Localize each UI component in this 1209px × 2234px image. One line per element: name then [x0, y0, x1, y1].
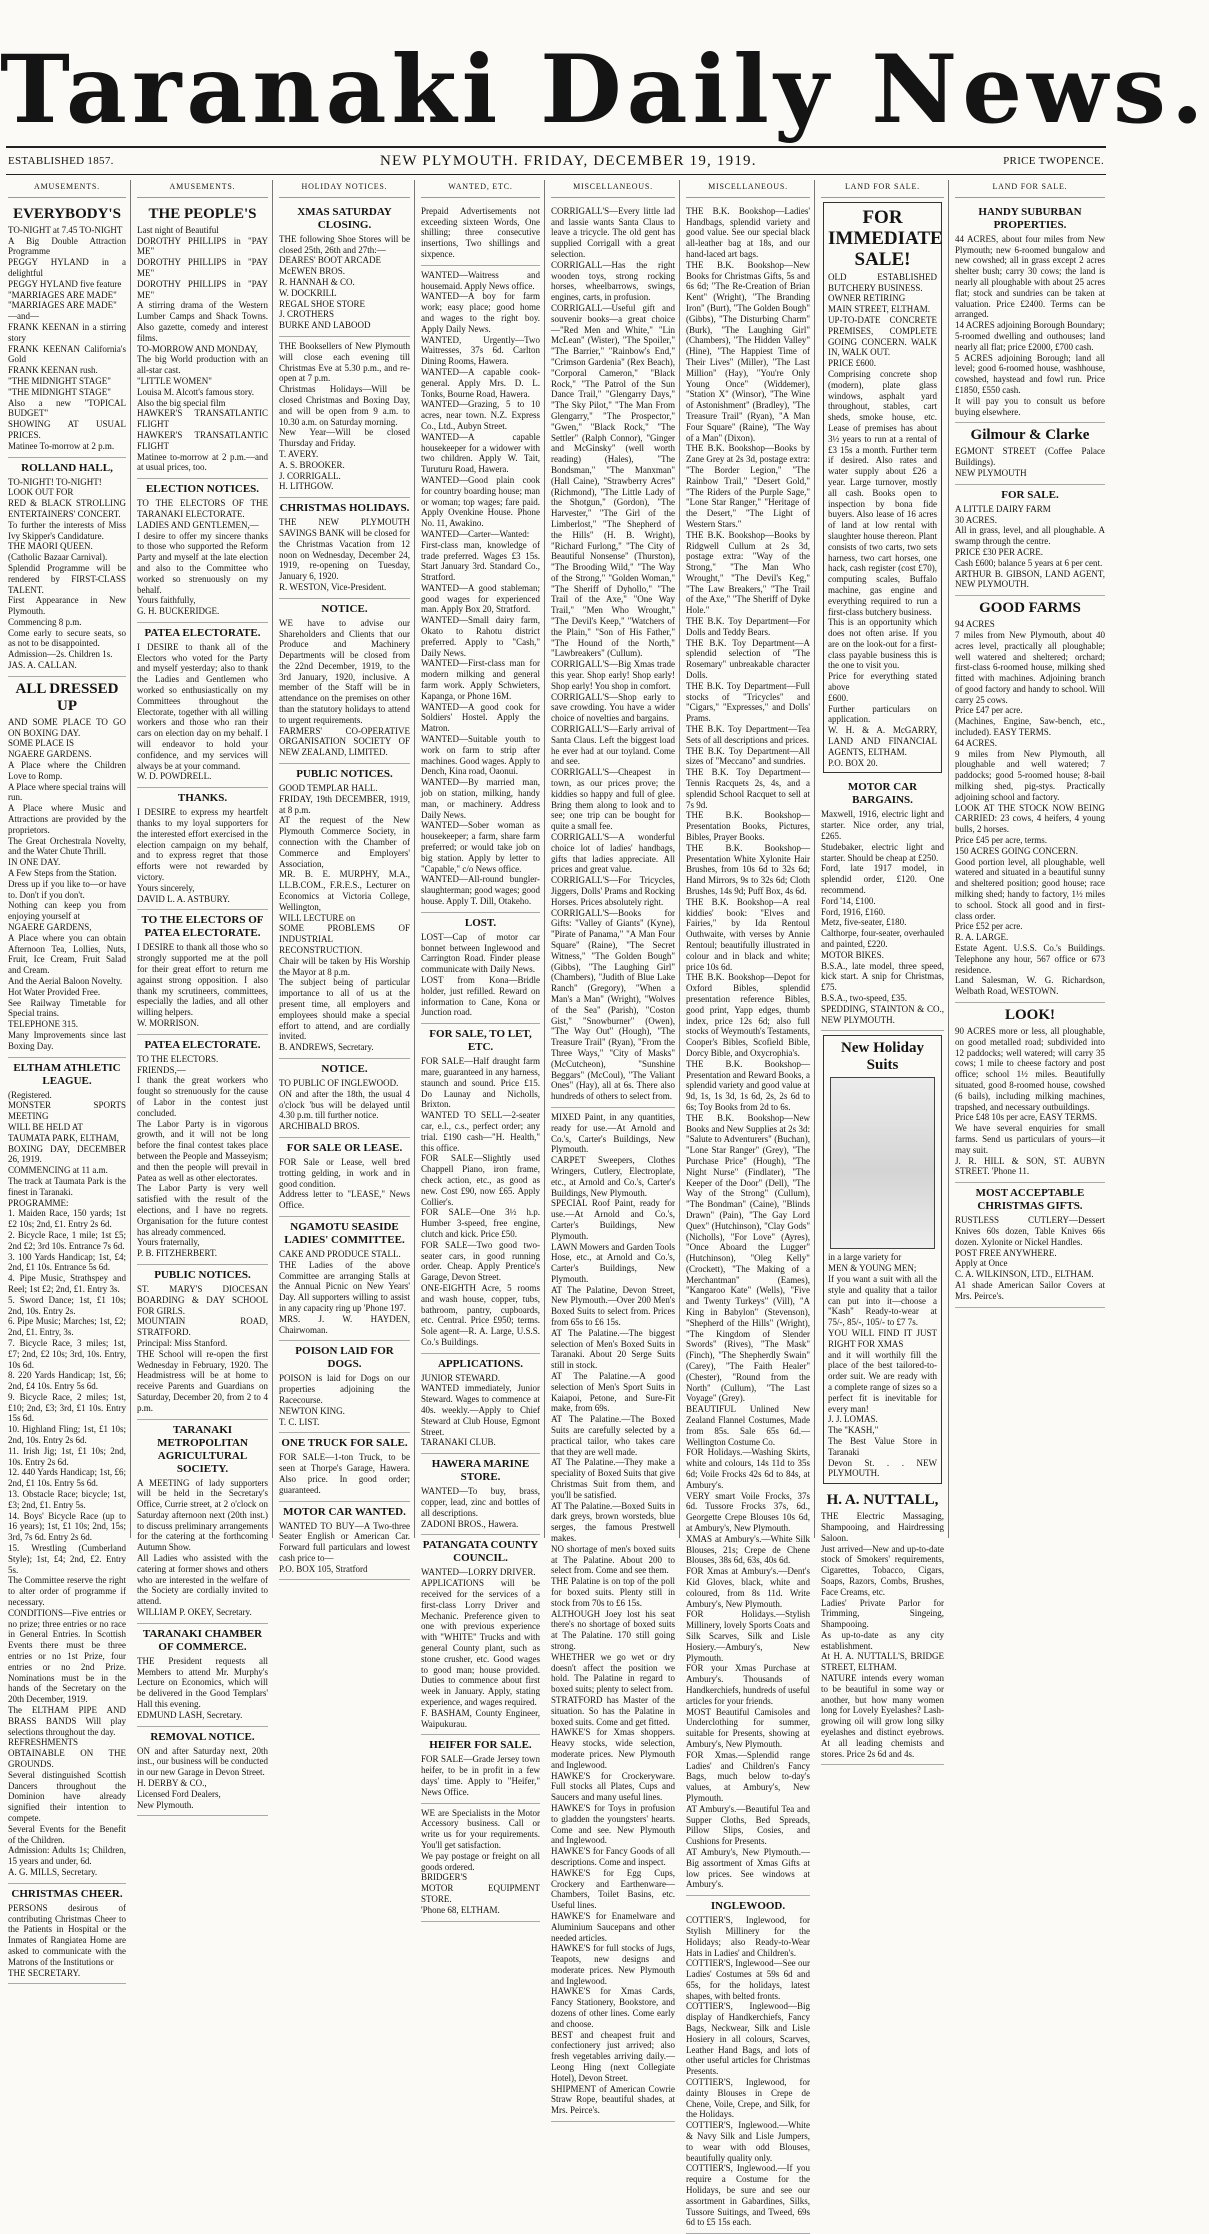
- advertisement: [421, 202, 540, 266]
- masthead-rule: [6, 146, 1106, 148]
- ad-body: ON and after Saturday next, 20th inst., our business will be conducted in our new Garage in Devon Street. H. DERBY & CO., Licensed Ford Dealers, New Plymouth.: [137, 1745, 268, 1810]
- column-heading: HOLIDAY NOTICES.: [279, 180, 410, 198]
- ad-title: TARANAKI METROPOLITAN AGRICULTURAL SOCIETY.: [157, 1423, 248, 1475]
- advertisement: [955, 1183, 1105, 1307]
- ad-body: FOR SALE—Half draught farm mare, guaranteed in any harness, staunch and sound. Price £15. Do Launay and Nicholls, Brixton. WANTED TO SELL—2-seater car, e.l., c.s., perfect order; any trial. £190 cash—"H. Health," this office. FOR SALE—Slightly used Chappell Piano, iron frame, check action, etc., as good as new. Cost £90, now £65. Apply Collier's. FOR SALE—One 3½ h.p. Humber 3-speed, free engine, clutch and kick. Price £50. FOR SALE—Two good two-seater cars, in good running order. Cheap. Apply Prentice's Garage, Devon Street. ONE-EIGHTH Acre, 5 rooms and wash house, copper, tubs, bathroom, pantry, cupboards, etc. Central. Price £950; terms. Sole agent—R. A. Large, U.S.S. Co.'s Buildings.: [421, 1056, 540, 1347]
- advertisement: [137, 1624, 268, 1727]
- column-4: [417, 180, 545, 1915]
- ad-body: Prepaid Advertisements not exceeding sixteen Words, One shilling; three consecutive insertions, Two shillings and sixpence.: [421, 205, 540, 259]
- ad-title: H. A. NUTTALL,: [826, 1492, 939, 1509]
- ad-title: PATEA ELECTORATE.: [144, 626, 261, 639]
- ad-body: THE NEW PLYMOUTH SAVINGS BANK will be closed for the Christmas Vacation from 12 noon on Wednesday, December 24, 1919, re-opening on Tuesday, January 6, 1920. R. WESTON, Vice-President.: [279, 517, 410, 592]
- ad-body: POISON is laid for Dogs on our properties adjoining the Racecourse. NEWTON KING. T. C. LIST.: [279, 1373, 410, 1427]
- ad-title: PUBLIC NOTICES.: [154, 1268, 251, 1281]
- ad-body: COTTIER'S, Inglewood, for Stylish Millinery for the Holidays; also Ready-to-Wear Hats in Ladies' and Children's. COTTIER'S, Inglewood—See our Ladies' Costumes at 59s 6d and 65s, for the holidays, latest shapes, with belted fronts. COTTIER'S, Inglewood—Big display of Handkerchiefs, Fancy Bags, Neckwear, Silk and Lisle Hosiery in all colours, Scarves, Leather Hand Bags, and lots of other useful articles for Christmas Presents. COTTIER'S, Inglewood, for dainty Blouses in Crepe de Chene, Voile, Crepe, and Silk, for the Holidays. COTTIER'S, Inglewood.—White & Navy Silk and Lisle Jumpers, to wear with odd Blouses, beautifully quality only. COTTIER'S, Inglewood.—If you require a Costume for the Holidays, be sure and see our assortment in Gabardines, Silks, Tussore Suitings, and Tweed, 69s 6d to £5 15s each.: [686, 1915, 810, 2228]
- advertisement: [279, 1059, 410, 1138]
- ad-body: WE are Specialists in the Motor Accessory business. Call or write us for your requirements. You'll get satisfaction. We pay postage or freight on all goods ordered. BRIDGER'S MOTOR EQUIPMENT STORE. 'Phone 68, ELTHAM.: [421, 1807, 540, 1915]
- advertisement: [686, 202, 810, 1896]
- ad-body: WANTED TO BUY—A Two-three Seater English or American Car. Forward full particulars and lowest cash price to— P.O. BOX 105, Stratford: [279, 1520, 410, 1574]
- advertisement: [8, 1058, 126, 1884]
- ad-body: LOST—Cap of motor car bonnet between Inglewood and Carrington Road. Finder please communicate with Daily News. LOST from Kona—Bridle holder, just refilled. Reward on information to Cane, Kona or Junction road.: [421, 931, 540, 1018]
- price-text: PRICE TWOPENCE.: [1003, 155, 1104, 167]
- ad-body: WE have to advise our Shareholders and Clients that our Produce and Machinery Departments will be closed from the 22nd December, 1919, to the 3rd January, 1920, inclusive. A member of the Staff will be in attendance on the premises on other than the statutory holidays to attend to urgent requirements. FARMERS' CO-OPERATIVE ORGANISATION SOCIETY OF NEW ZEALAND, LIMITED.: [279, 617, 410, 758]
- ad-title: FOR SALE, TO LET, ETC.: [429, 1028, 532, 1054]
- ad-body: I DESIRE to thank all of the Electors who voted for the Party and myself yesterday; also to thank the Ladies and Gentlemen who worked so enthusiastically on my Committees throughout the Electorate, together with all willing workers and those who ran their cars on election day on my behalf. I will endeavor to hold your confidence, and my services will always be at your command. W. D. POWDRELL.: [137, 641, 268, 782]
- ad-body: WANTED—Waitress and housemaid. Apply News office. WANTED—A boy for farm work; easy place; good home and wages to the right boy. Apply Daily News. WANTED, Urgently—Two Waitresses, 37s 6d. Carlton Dining Rooms, Hawera. WANTED—A capable cook-general. Apply Mrs. D. L. Tonks, Bourne Road, Hawera. WANTED—Grazing, 5 to 10 acres, near town. N.Z. Express Co., Ltd., Aubyn Street. WANTED—A capable housekeeper for a widower with two children. Apply W. Tait, Turuturu Road, Hawera. WANTED—Good plain cook for country boarding house; man or woman; top wages; fare paid. Apply Ovenkine House. Phone No. 11, Awakino. WANTED—Carter—Wanted: First-class man, knowledge of trade preferred. Wages £3 15s. Start January 3rd. Standard Co., Stratford. WANTED—A good stableman; good wages for experienced man. Apply Box 20, Stratford. WANTED—Small dairy farm, Okato to Rahotu district preferred. Apply to "Cash," Daily News. WANTED—First-class man for modern milking and general farm work. Apply Schwieters, Kapanga, or Phone 16M. WANTED—A good cook for Soldiers' Hostel. Apply the Matron. WANTED—Suitable youth to work on farm to strip after machines. Good wages. Apply to Dench, Kina road, Oaonui. WANTED—By married man, job on station, milking, handy man, or machinery. Address Daily News. WANTED—Sober woman as housekeeper; a farm, share farm preferred; or would take job on big station. Apply by letter to "Capable," c/o News office. WANTED—All-round bungler-slaughterman; good wages; good house. Apply T. Dill, Otakeho.: [421, 269, 540, 906]
- ad-body: A MEETING of lady supporters will be held in the Secretary's Office, Currie street, at 2 o'clock on Saturday afternoon next (20th inst.) to discuss preliminary arrangements for the catering at the forthcoming Autumn Show. All Ladies who assisted with the catering at former shows and others who are interested in the welfare of the Society are cordially invited to attend. WILLIAM P. OKEY, Secretary.: [137, 1477, 268, 1618]
- advertisement: [955, 485, 1105, 596]
- ad-body: GOOD TEMPLAR HALL. FRIDAY, 19th DECEMBER, 1919, at 8 p.m. AT the request of the New Plymouth Commerce Society, in connection with the Chamber of Commerce and Employers' Association, MR. B. E. MURPHY, M.A., LL.B.COM., F.R.E.S., Lecturer on Economics at Victoria College, Wellington, WILL LECTURE on SOME PROBLEMS OF INDUSTRIAL RECONSTRUCTION. Chair will be taken by His Worship the Mayor at 8 p.m. The subject being of particular importance to all of us at the present time, all employers and employees should make a special effort to attend, and are cordially invited. B. ANDREWS, Secretary.: [279, 783, 410, 1053]
- ad-body: RUSTLESS CUTLERY—Dessert Knives 60s dozen, Table Knives 66s dozen. Xylonite or Nickel Handles. POST FREE ANYWHERE. Apply at Once C. A. WILKINSON, LTD., ELTHAM. A1 shade American Sailor Covers at Mrs. Peirce's.: [955, 1215, 1105, 1301]
- ad-title: Gilmour & Clarke: [970, 427, 1090, 444]
- advertisement: [279, 1217, 410, 1341]
- advertisement: [821, 777, 944, 1031]
- ad-body: FOR SALE—Grade Jersey town heifer, to be in profit in a few days' time. Apply to "Heifer," News Office.: [421, 1754, 540, 1797]
- advertisement: [137, 788, 268, 910]
- masthead-title: Taranaki Daily News.: [0, 35, 1209, 145]
- ad-title: HANDY SUBURBAN PROPERTIES.: [978, 205, 1082, 231]
- advertisement: [955, 423, 1105, 484]
- advertisement: [279, 764, 410, 1059]
- advertisement: [137, 479, 268, 623]
- advertisement: [955, 596, 1105, 1003]
- advertisement: [821, 1488, 944, 1765]
- ad-title: HEIFER FOR SALE.: [429, 1739, 532, 1752]
- ad-title: PATEA ELECTORATE.: [144, 1038, 261, 1051]
- advertisement: [279, 599, 410, 764]
- column-heading: WANTED, ETC.: [421, 180, 540, 198]
- ad-title: NGAMOTU SEASIDE LADIES' COMMITTEE.: [284, 1220, 405, 1246]
- advertisement: [421, 1354, 540, 1455]
- column-7: [817, 180, 949, 1759]
- ad-body: TO THE ELECTORS OF THE TARANAKI ELECTORATE. LADIES AND GENTLEMEN,— I desire to offer my sincere thanks to those who supported the Reform Party and myself at the late election and also to the Committee who worked so strenuously on my behalf. Yours faithfully, G. H. BUCKERIDGE.: [137, 498, 268, 617]
- ad-body: TO-NIGHT at 7.45 TO-NIGHT A Big Double Attraction Programme PEGGY HYLAND in a delightful PEGGY HYLAND five feature "MARRIAGES ARE MADE" "MARRIAGES ARE MADE" —and— FRANK KEENAN in a stirring story FRANK KEENAN California's Gold FRANK KEENAN rush. "THE MIDNIGHT STAGE" "THE MIDNIGHT STAGE" Also a new "TOPICAL BUDGET" SHOWING AT USUAL PRICES. Matinee To-morrow at 2 p.m.: [8, 224, 126, 451]
- advertisement: [421, 1804, 540, 1922]
- column-3: [275, 180, 415, 1574]
- column-heading: LAND FOR SALE.: [821, 180, 944, 198]
- advertisement: [823, 1035, 942, 1484]
- ad-body: CAKE AND PRODUCE STALL. THE Ladies of the above Committee are arranging Stalls at the Annual Picnic on New Years' Day. All supporters willing to assist in any capacity ring up 'Phone 197. MRS. J. W. HAYDEN, Chairwoman.: [279, 1248, 410, 1335]
- ad-title: ELTHAM ATHLETIC LEAGUE.: [13, 1061, 121, 1087]
- advertisement: [279, 1433, 410, 1501]
- column-5: [547, 180, 680, 2116]
- ad-body: Maxwell, 1916, electric light and starter. Nice order, any trial, £265. Studebaker, electric light and starter. Should be cheap at £250. Ford, late 1917 model, in splendid order, £120. One recommend. Ford '14, £100. Ford, 1916, £160. Metz, five-seater, £180. Calthorpe, four-seater, overhauled and painted, £220. MOTOR BIKES. B.S.A., late model, three speed, kick start. A snip for Christmas, £75. B.S.A., two-speed, £35. SPEDDING, STAINTON & CO., NEW PLYMOUTH.: [821, 809, 944, 1025]
- ad-title: FOR SALE.: [1001, 488, 1059, 501]
- advertisement: [279, 498, 410, 599]
- ad-title: New Holiday Suits: [841, 1040, 924, 1074]
- ad-body: MIXED Paint, in any quantities, ready for use.—At Arnold and Co.'s, Carter's Buildings, New Plymouth. CARPET Sweepers, Clothes Wringers, Cutlery, Electroplate, etc., at Arnold and Co.'s, Carter's Buildings, New Plymouth. SPECIAL Roof Paint, ready for use.—At Arnold and Co.'s, Carter's Buildings, New Plymouth. LAWN Mowers and Garden Tools Hose, etc., at Arnold and Co.'s, Carter's Buildings, New Plymouth. AT The Palatine, Devon Street, New Plymouth.—Over 200 Men's Boxed Suits to select from. Prices from 65s to £6 15s. AT The Palatine.—The biggest selection of Men's Boxed Suits in Taranaki. About 20 Serge Suits still in stock. AT The Palatine.—A good selection of Men's Sport Suits in Kaiapoi, Petone, and Sure-Fit make, from 69s. AT The Palatine.—The Boxed Suits are carefully selected by a practical tailor, who takes care that they are well made. AT The Palatine.—They make a speciality of Boxed Suits that give Christmas Suit from them, and you'll be satisfied. AT The Palatine.—Boxed Suits in dark greys, brown worsteds, blue serges, the famous Prestwell makes. NO shortage of men's boxed suits at The Palatine. About 200 to select from. Come and see them. THE Palatine is on top of the poll for boxed suits. Plenty still in stock from 70s to £6 15s. ALTHOUGH Joey lost his seat there's no shortage of boxed suits at The Palatine. 170 still going strong. WHETHER we go wet or dry doesn't affect the position we hold. The Palatine in regard to boxed suits; plenty to select from. STRATFORD has Master of the situation. So has the Palatine in boxed suits. Come and get fitted. HAWKE'S for Xmas shoppers. Heavy stocks, wide selection, moderate prices. New Plymouth and Inglewood. HAWKE'S for Crockeryware. Full stocks all Plates, Cups and Saucers and many useful lines. HAWKE'S for Toys in profusion to gladden the youngsters' hearts. Come and see. New Plymouth and Inglewood. HAWKE'S for Fancy Goods of all descriptions. Come and inspect. HAWKE'S for Egg Cups, Crockery and Earthenware—Chambers, Toilet Basins, etc. Useful lines. HAWKE'S for Enamelware and Aluminium Saucepans and other needed articles. HAWKE'S for full stocks of Jugs, Teapots, new designs and moderate prices. New Plymouth and Inglewood. HAWKE'S for Xmas Cards, Fancy Stationery, Bookstore, and dozens of other lines. Come early and choose. BEST and cheapest fruit and confectionery just arrived; also fresh vegetables arriving daily.—Leong Hing (next Collegiate Hotel), Devon Street. SHIPMENT of American Cowrie Straw Rope, beautiful shades, at Mrs. Peirce's.: [551, 1111, 675, 2116]
- ad-title: PUBLIC NOTICES.: [296, 768, 393, 781]
- ad-title: ELECTION NOTICES.: [145, 483, 260, 496]
- ad-body: I DESIRE to express my heartfelt thanks to my loyal supporters for the interested effort exercised in the election campaign on my behalf, and to express regret that those efforts were not rewarded by victory. Yours sincerely, DAVID L. A. ASTBURY.: [137, 807, 268, 904]
- column-8: [951, 180, 1109, 1538]
- ad-body: ST. MARY'S DIOCESAN BOARDING & DAY SCHOOL FOR GIRLS. MOUNTAIN ROAD, STRATFORD. Principal: Miss Stanford. THE School will re-open the first Wednesday in February, 1920. The Headmistress will be at home to receive Parents and Guardians on Saturday, December 20, from 2 to 4 p.m.: [137, 1283, 268, 1413]
- column-heading: MISCELLANEOUS.: [686, 180, 810, 198]
- ad-title: REMOVAL NOTICE.: [150, 1730, 255, 1743]
- advertisement: [955, 1003, 1105, 1183]
- advertisement: [137, 1727, 268, 1817]
- ad-body: THE Electric Massaging, Shampooing, and Hairdressing Saloon. Just arrived—New and up-to-date stock of Smokers' requirements, Cigarettes, Tobacco, Cigars, Soaps, Razors, Combs, Brushes, Face Creams, etc. Ladies' Private Parlor for Trimming, Singeing, Shampooing. As up-to-date as any city establishment. At H. A. NUTTALL'S, BRIDGE STREET, ELTHAM. NATURE intends every woman to be beautiful in some way or another, but how many women long for Lovely Eyelashes? Lash-growing oil will grow long silky eyelashes and distinct eyebrows. At all leading chemists and stores. Price 2s 6d and 4s.: [821, 1511, 944, 1759]
- advertisement: [686, 1896, 810, 2234]
- ad-title: PATANGATA COUNTY COUNCIL.: [422, 1539, 539, 1565]
- advertisement: [279, 1341, 410, 1433]
- ad-body: THE following Shoe Stores will be closed 25th, 26th and 27th:— DEARES' BOOT ARCADE McEWEN BROS. R. HANNAH & CO. W. DOCKRILL REGAL SHOE STORE J. CROTHERS BURKE AND LABOOD: [279, 233, 410, 331]
- ad-title: MOTOR CAR WANTED.: [283, 1505, 406, 1518]
- advertisement: [137, 202, 268, 479]
- advertisement: [421, 1735, 540, 1803]
- ad-title: POISON LAID FOR DOGS.: [295, 1345, 394, 1371]
- ad-title: MOTOR CAR BARGAINS.: [847, 781, 918, 807]
- ad-title: TARANAKI CHAMBER OF COMMERCE.: [142, 1627, 263, 1653]
- advertisement: [421, 1454, 540, 1535]
- dateline-rule: [6, 174, 1106, 175]
- ad-title: ROLLAND HALL,: [21, 461, 113, 474]
- advertisement: [8, 458, 126, 677]
- ad-body: 44 ACRES, about four miles from New Plymouth; new 6-roomed bungalow and new cowshed; all in grass except 2 acres shelter bush; carry 30 cows; the land is nearly all ploughable with about 25 acres flat; stock and sundries can be taken at valuation. Price £2400. Terms can be arranged. 14 ACRES adjoining Borough Boundary; 5-roomed dwelling and outhouses; land nearly all flat; price £2000, £700 cash. 5 ACRES adjoining Borough; land all level; good 6-roomed house, washhouse, cowshed, haystead and fowl run. Price £1850, £550 cash. It will pay you to consult us before buying elsewhere.: [955, 233, 1106, 417]
- advertisement: [137, 1265, 268, 1420]
- advertisement: [137, 1035, 268, 1265]
- ad-title: HAWERA MARINE STORE.: [431, 1458, 530, 1484]
- ad-body: THE President requests all Members to attend Mr. Murphy's Lecture on Economics, which will be delivered in the Good Templars' Hall this evening. EDMUND LASH, Secretary.: [137, 1655, 268, 1720]
- suit-illustration: [830, 1077, 935, 1249]
- advertisement: [551, 1108, 675, 2122]
- ad-title: CHRISTMAS HOLIDAYS.: [279, 502, 410, 515]
- column-heading: LAND FOR SALE.: [955, 180, 1105, 198]
- ad-title: ONE TRUCK FOR SALE.: [281, 1437, 408, 1450]
- ad-body: 94 ACRES 7 miles from New Plymouth, about 40 acres level, practically all ploughable; well watered and sheltered; orchard; first-class 6-roomed house, milking shed fitted with machines. Adjoining branch of good factory and handy to school. Will carry 25 cows. Price £47 per acre. (Machines, Engine, Saw-bench, etc., included). EASY TERMS. 64 ACRES. 9 miles from New Plymouth, all ploughable and well watered; 7 paddocks; good 5-roomed house; 8-bail milking shed, pig-stys. Practically adjoining school and factory. LOOK AT THE STOCK NOW BEING CARRIED: 23 cows, 4 heifers, 4 young bulls, 2 horses. Price £45 per acre, terms. 150 ACRES GOING CONCERN. Good portion level, all ploughable, well watered and situated in a beautiful sunny and sheltered position; good house; race milking shed; handy to factory, 1½ miles to school. Stock all good and in first-class order. Price £52 per acre. R. A. LARGE. Estate Agent. U.S.S. Co.'s Buildings. Telephone any hour, 567 office or 673 residence. Land Salesman, W. G. Richardson, Welbath Road, WESTOWN.: [955, 619, 1105, 997]
- ad-title: EVERYBODY'S: [13, 205, 121, 222]
- advertisement: [421, 1535, 540, 1735]
- established-text: ESTABLISHED 1857.: [8, 155, 114, 167]
- ad-body: THE Booksellers of New Plymouth will close each evening till Christmas Eve at 5.30 p.m., and re-open at 7 p.m. Christmas Holidays—Will be closed Christmas and Boxing Day, and will be open from 9 a.m. to 10.30 a.m. on Saturday morning. New Year—Will be closed Thursday and Friday. T. AVERY. A. S. BROOKER. J. CORRIGALL. H. LITHGOW.: [279, 340, 410, 492]
- ad-title: GOOD FARMS: [979, 600, 1081, 617]
- ad-title: TO THE ELECTORS OF PATEA ELECTORATE.: [141, 914, 264, 940]
- ad-body: in a large variety for MEN & YOUNG MEN; If you want a suit with all the style and quality that a tailor can put into it—choose a "Kash" Ready-to-wear at 75/-, 85/-, 105/- to £7 7s. YOU WILL FIND IT JUST RIGHT FOR XMAS and it will worthily fill the place of the best tailored-to-order suit. We are ready with a complete range of sizes so a perfect fit is inevitable for every man! J. J. LOMAS. The "KASH," The Best Value Store in Taranaki Devon St. . . NEW PLYMOUTH.: [828, 1252, 937, 1479]
- advertisement: [421, 913, 540, 1024]
- advertisement: [8, 677, 126, 1058]
- column-heading: AMUSEMENTS.: [8, 180, 126, 198]
- ad-body: TO-NIGHT! TO-NIGHT! LOOK OUT FOR RED & BLACK STROLLING ENTERTAINERS' CONCERT. To further the interests of Miss Ivy Skipper's Candidature. THE MAORI QUEEN. (Catholic Bazaar Carnival). Splendid Programme will be rendered by FIRST-CLASS TALENT. First Appearance in New Plymouth. Commencing 8 p.m. Come early to secure seats, so as not to be disappointed. Admission—2s. Children 1s. JAS. A. CALLAN.: [8, 476, 126, 671]
- ad-title: XMAS SATURDAY CLOSING.: [297, 205, 392, 231]
- ad-body: THE B.K. Bookshop—Ladies' Handbags, splendid variety and good value. See our special black all-leather bag at 18s, and our hand-laced art bags. THE B.K. Bookshop—New Books for Christmas Gifts, 5s and 6s 6d; "The Re-Creation of Brian Kent" (Wright), "The Branding Iron" (Burt), "The Golden Bough" (Gibbs), "The Disturbing Charm" (Burk), "The Laughing Girl" (Chambers), "The Hidden Valley" (Hine), "The Happiest Time of Their Lives" (Miller), "The Last Million" (Hay), "You're Only Young Once" (Widdemer), "Station X" (Winsor), "The Wine of Astonishment" (Bradley), "The Treasure Trail" (Ryan), "A Man Four Square" (Raine), "The Way of a Man" (Dixon). THE B.K. Bookshop—Books by Zane Grey at 2s 3d, postage extra: "The Border Legion," "The Rainbow Trail," "Desert Gold," "The Riders of the Purple Sage," "Lone Star Ranger," "Heritage of the Desert," "The Light of Western Stars." THE B.K. Bookshop—Books by Ridgwell Cullum at 2s 3d, postage extra: "Way of the Strong," "The Man Who Wrought," "The Devil's Keg," "The Law Breakers," "The Trail of the Axe," "The Sheriff of Dyke Hole." THE B.K. Toy Department—For Dolls and Teddy Bears. THE B.K. Toy Department—A splendid selection of "The Rosemary" unbreakable character Dolls. THE B.K. Toy Department—Full stocks of "Tricycles" and "Cigars," "Expresses," and Dolls' Prams. THE B.K. Toy Department—Tea Sets of all descriptions and prices. THE B.K. Toy Department—All sizes of "Meccano" and sundries. THE B.K. Toy Department—Tennis Racquets 2s, 4s, and a splendid School Racquet to sell at 7s 9d. THE B.K. Bookshop—Presentation Books, Pictures, Bibles, Prayer Books. THE B.K. Bookshop—Presentation White Xylonite Hair Brushes, from 10s 6d to 32s 6d; Hand Mirrors, 9s to 32s 6d; Cloth Brushes, 14s 9d; Puff Box, 4s 6d. THE B.K. Bookshop—A real kiddies' book: "Elves and Fairies," by Ida Rentoul Outhwaite, with verses by Annie Rentoul; beautifully illustrated in colour and in black and white; price 10s 6d. THE B.K. Bookshop—Depot for Oxford Bibles, splendid presentation reference Bibles, good print, Yapp edges, thumb index, price 12s 6d; also full stocks of Weymouth's Testaments, Cooper's Bibles, Scofield Bible, Dorcy Bible, and Oxycrophia's. THE B.K. Bookshop—Presentation and Reward Books, a splendid variety and good value at 9d, 1s, 1s 3d, 1s 6d, 2s, 2s 6d to 6s; Toy Books from 2d to 6s. THE B.K. Bookshop—New Books and New Supplies at 2s 3d: "Salute to Adventurers" (Buchan), "Lone Star Ranger" (Grey), "The Purchase Price" (Hough), "The Night Nurse" (Findlater), "The Keeper of the Door" (Dell), "The Way of the Strong" (Cullum), "The Bondman" (Caine), "Blinds Drawn" (Pain), "The Gay Lord Quex" (Hutchinson), "Clay Gods" (Nicholls), "For Love" (Ayres), "Once Aboard the Lugger" (Hutchinson), "Oleg Kelly" (Crockett), "The Making of a Merchantman" (Eames), "Kangaroo Kate" (Wells), "Five and Twenty Turkeys" (Vill), "A King in Babylon" (Stevenson), "Shepherd of the Hills" (Wright), "The Kingdom of Slender Swords" (Rives), "The Mask" (Finch), "The Shepherdly Swain" (Carey), "The Faith Healer" (Chester), "Round from the North" (Cullum), "The Last Voyage" (Grey). BEAUTIFUL Unlined New Zealand Flannel Costumes, Made from 85s. Sale 65s 6d.—Wellington Costume Co. FOR Holidays.—Washing Skirts, white and colours, 14s 11d to 35s 6d; Voile Frocks 42s 6d to 84s, at Ambury's. VERY smart Voile Frocks, 37s 6d. Tussore Frocks 37s, 6d., Georgette Crepe Blouses 10s 6d, at Ambury's, New Plymouth. XMAS at Ambury's.—White Silk Blouses, 21s; Crepe de Chene Blouses, 38s 6d, 63s, 40s 6d. FOR Xmas at Ambury's.—Dent's Kid Gloves, black, white and coloured, from 8s 11d. Write Ambury's, New Plymouth. FOR Holidays.—Stylish Millinery, lovely Sports Coats and Silk Scarves, Silk and Lisle Hosiery.—Ambury's, New Plymouth. FOR your Xmas Purchase at Ambury's. Thousands of Handkerchiefs, hundreds of useful articles for your friends. MOST Beautiful Camisoles and Underclothing for summer, suitable for Presents, showing at Ambury's, New Plymouth. FOR Xmas.—Splendid range Ladies' and Children's Fancy Bags, much below to-day's values, at Ambury's, New Plymouth. AT Ambury's.—Beautiful Tea and Supper Cloths, Bed Spreads, Pillow Slips, Cosies, and Cushions for Presents. AT Ambury's, New Plymouth.—Big assortment of Xmas Gifts at low prices. See windows at Ambury's.: [686, 205, 810, 1890]
- ad-body: A LITTLE DAIRY FARM 30 ACRES. All in grass, level, and all ploughable. A swamp through the centre. PRICE £30 PER ACRE. Cash £600; balance 5 years at 6 per cent. ARTHUR B. GIBSON, LAND AGENT, NEW PLYMOUTH.: [955, 503, 1105, 590]
- ad-title: NOTICE.: [321, 602, 368, 615]
- ad-title: INGLEWOOD.: [710, 1900, 786, 1913]
- advertisement: [421, 1024, 540, 1354]
- advertisement: [551, 202, 675, 1108]
- ad-body: FOR Sale or Lease, well bred trotting gelding, in work and in good condition. Address letter to "LEASE," News Office.: [279, 1156, 410, 1211]
- ad-body: EGMONT STREET (Coffee Palace Buildings). NEW PLYMOUTH: [955, 446, 1105, 478]
- ad-title: FOR IMMEDIATE SALE!: [828, 206, 943, 270]
- advertisement: [955, 202, 1105, 424]
- ad-title: ALL DRESSED UP: [15, 680, 119, 714]
- column-2: [133, 180, 273, 1810]
- advertisement: [137, 623, 268, 788]
- ad-title: APPLICATIONS.: [437, 1357, 524, 1370]
- ad-body: I DESIRE to thank all those who so strongly supported me at the poll for their great effort to return me against strong opposition. I also thank my scrutineers, committees, especially the ladies, and all other willing helpers. W. MORRISON.: [137, 942, 268, 1028]
- ad-title: THANKS.: [177, 792, 228, 805]
- advertisement: [8, 202, 126, 458]
- ad-title: FOR SALE OR LEASE.: [286, 1141, 403, 1154]
- advertisement: [137, 910, 268, 1034]
- advertisement: [8, 1884, 126, 1985]
- ad-body: FOR SALE—1-ton Truck, to be seen at Thorpe's Garage, Hawera. Also price. In good order; guaranteed.: [279, 1452, 410, 1495]
- column-heading: AMUSEMENTS.: [137, 180, 268, 198]
- ad-body: 90 ACRES more or less, all ploughable, on good metalled road; subdivided into 12 paddocks; well watered; will carry 35 cows; 1 mile to cheese factory and post office; school 1½ miles. Beautifully situated, good 8-roomed house, cowshed (6 bails), including milking machines, trapshed, and necessary outbuildings. Price £48 10s per acre, EASY TERMS. We have several enquiries for small farms. Send us particulars of yours—it may suit. J. R. HILL & SON, ST. AUBYN STREET. 'Phone 11.: [955, 1026, 1105, 1177]
- ad-title: NOTICE.: [321, 1062, 368, 1075]
- ad-body: CORRIGALL'S—Every little lad and lassie wants Santa Claus to leave a tricycle. The old gent has supplied Corrigall with a great selection. CORRIGALL—Has the right wooden toys, strong rocking horses, wheelbarrows, swings, engines, carts, in profusion. CORRIGALL—Useful gift and souvenir books—a great choice—"Red Men and White," "Lin McLean" (Wister), "The Spoiler," "The Barrier," "Rainbow's End," "Crimson Gardenia" (Rex Beach), "Corporal Cameron," "Black Rock," "The Patrol of the Sun Dance Trail," "Glengarry Days," "The Sky Pilot," "The Man From Glengarry," "The Prospector," "Gwen," "Black Rock," "The Settler" (Ralph Connor), "Ginger and McGinsky" (well worth reading) (Hales), "The Bondsman," "The Manxman" (Hall Caine), "Strawberry Acres" (Richmond), "The Little Lady of the Shotgun," (Gordon), "The Harvester," "The Girl of the Limberlost," "The Shepherd of the Hills" (H. B. Wright), "Richard Furlong," "The City of Beautiful Nonsense" (Thurston), "The Brooding Wild," "The Way of the Strong," "Golden Woman," "The Sheriff of Dyhollo," "The Trail of the Axe," "One Way Trail," "Men Who Wrought," "The Devil's Keep," "Watchers of the Plain," "Son of His Father," "The Hound of the North," "Lawbreakers" (Cullum). CORRIGALL'S—Big Xmas trade this year. Shop early! Shop early! Shop early! You shop in comfort. CORRIGALL'S—Shop early to save crowding. You have a wider choice of novelties and bargains. CORRIGALL'S—Early arrival of Santa Claus. Left the biggest load he ever had at our toyland. Come and see. CORRIGALL'S—Cheapest in town, as our prices prove; the kiddies so happy and full of glee. Bring them along to look and to see; one trip can be bought for quite a small fee. CORRIGALL'S—A wonderful choice lot of ladies' handbags, gifts that ladies appreciate. All prices and great value. CORRIGALL'S—For Tricycles, Jiggers, Dolls' Prams and Rocking Horses. Prices absolutely right. CORRIGALL'S—Books for Gifts: "Valley of Giants" (Kyne), "Pirate of Panama," "A Man Four Square" (Raine), "The Secret Witness," "The Golden Bough" (Gibbs), "The Laughing Girl" (Chambers), "Judith of Blue Lake Ranch" (Gregory), "When a Man's a Man" (Wright), "Wolves of the Sea" (Parish), "Coston Gist," "Snowburner" (Owen), "The Way Out" (Hough), "The Treasure Trail" (Ryan), "From the Three Ways," "City of Masks" (McCutcheon), "Sunshine Beggars" (McCoul), "The Valiant Ones" (Hay), all at 6s. There also hundreds of others to select from.: [551, 205, 675, 1102]
- ad-body: WANTED—To buy, brass, copper, lead, zinc and bottles of all descriptions. ZADONI BROS., Hawera.: [421, 1486, 540, 1529]
- ad-title: THE PEOPLE'S: [148, 205, 257, 222]
- ad-body: (Registered. MONSTER SPORTS MEETING WILL BE HELD AT TAUMATA PARK, ELTHAM, BOXING DAY, DECEMBER 26, 1919. COMMENCING at 11 a.m. The track at Taumata Park is the finest in Taranaki. PROGRAMME: 1. Maiden Race, 150 yards; 1st £2 10s; 2nd, £1. Entry 2s 6d. 2. Bicycle Race, 1 mile; 1st £5; 2nd £2; 3rd 10s. Entrance 7s 6d. 3. 100 Yards Handicap; 1st, £4; 2nd, £1 10s. Entrance 5s 6d. 4. Pipe Music, Strathspey and Reel; 1st £2; 2nd, £1. Entry 3s. 5. Sword Dance; 1st, £1 10s; 2nd, 10s. Entry 2s. 6. Pipe Music; Marches; 1st, £2; 2nd, £1. Entry, 3s. 7. Bicycle Race, 3 miles; 1st, £7; 2nd, £2 10s; 3rd, 10s. Entry, 10s 6d. 8. 220 Yards Handicap; 1st, £6; 2nd, £4 10s. Entry 5s 6d. 9. Bicycle Race, 2 miles; 1st, £10; 2nd, £3; 3rd, £1 10s. Entry 15s 6d. 10. Highland Fling; 1st, £1 10s; 2nd, 10s. Entry 2s 6d. 11. Irish Jig; 1st, £1 10s; 2nd, 10s. Entry 2s 6d. 12. 440 Yards Handicap; 1st, £6; 2nd, £1 10s. Entry 5s 6d. 13. Obstacle Race; bicycle; 1st, £3; 2nd, £1. Entry 5s. 14. Boys' Bicycle Race (up to 16 years); 1st, £1 10s; 2nd, 15s; 3rd, 7s 6d. Entry 2s 6d. 15. Wrestling (Cumberland Style); 1st, £4; 2nd, £2. Entry 5s. The Committee reserve the right to alter order of programme if necessary. CONDITIONS—Five entries or no prize; three entries or no race in General Entries. In Scottish Events there must be three entries or no 1st Prize, four entries or no 2nd Prize. Nominations must be in the hands of the Secretary on the 20th December, 1919. The ELTHAM PIPE AND BRASS BANDS Will play selections throughout the day. REFRESHMENTS OBTAINABLE ON THE GROUNDS. Several distinguished Scottish Dancers throughout the Dominion have already signified their intention to compete. Several Events for the Benefit of the Children. Admission: Adults 1s; Children, 15 years and under, 6d. A. G. MILLS, Secretary.: [8, 1089, 126, 1877]
- ad-title: MOST ACCEPTABLE CHRISTMAS GIFTS.: [975, 1187, 1085, 1213]
- advertisement: [137, 1420, 268, 1624]
- advertisement: [279, 1502, 410, 1581]
- ad-title: CHRISTMAS CHEER.: [11, 1887, 123, 1900]
- ad-body: JUNIOR STEWARD. WANTED immediately, Junior Steward. Wages to commence at 40s. weekly.—Apply to Chief Steward at Club House, Egmont Street. TARANAKI CLUB.: [421, 1372, 540, 1448]
- advertisement: [279, 337, 410, 498]
- ad-body: PERSONS desirous of contributing Christmas Cheer to the Patients in Hospital or the Inmates of Rangiatea Home are asked to communicate with the Matrons of the Institutions or THE SECRETARY.: [8, 1902, 126, 1978]
- ad-title: LOST.: [464, 916, 497, 929]
- ad-body: WANTED—LORRY DRIVER. APPLICATIONS will be received for the services of a first-class Lorry Driver and Mechanic. Preference given to one with previous experience with "WHITE" Trucks and with general County plant, such as stone crusher, etc. Good wages to good man; house provided. Duties to commence about first week in January. Apply, stating experience, and wages required. F. BASHAM, County Engineer, Waipukurau.: [421, 1567, 540, 1729]
- column-6: [682, 180, 815, 2228]
- place-date-text: NEW PLYMOUTH. FRIDAY, DECEMBER 19, 1919.: [380, 153, 757, 169]
- ad-title: LOOK!: [1004, 1007, 1055, 1023]
- advertisement: [421, 266, 540, 913]
- ad-body: TO PUBLIC OF INGLEWOOD. ON and after the 18th, the usual 4 o'clock 'bus will be delayed until 4.30 p.m. till further notice. ARCHIBALD BROS.: [279, 1077, 410, 1132]
- ad-body: TO THE ELECTORS. FRIENDS,— I thank the great workers who fought so strenuously for the cause of Labor in the contest just concluded. The Labor Party is in vigorous growth, and it will not be long before the final contest takes place between the People and Masseyism; and then the people will prevail in Patea as well as other electorates. The Labor Party is very well satisfied with the result of the elections, and I have no regrets. Organisation for the future contest has already commenced. Yours fraternally, P. B. FITZHERBERT.: [137, 1053, 268, 1259]
- ad-body: AND SOME PLACE TO GO ON BOXING DAY. SOME PLACE IS NGAERE GARDENS. A Place where the Children Love to Romp. A Place where special trains will run. A Place where Music and Attractions are provided by the proprietors. The Great Orchestrala Novelty, and the Water Chute Thrill. IN ONE DAY. A Few Steps from the Station. Dress up if you like to—or have to. Don't if you don't. Nothing can keep you from enjoying yourself at NGAERE GARDENS, A Place where you can obtain Afternoon Tea, Lollies, Nuts, Fruit, Ice Cream, Fruit Salad and Cream. And the Aerial Baloon Novelty. Hot Water Provided Free. See Railway Timetable for Special trains. TELEPHONE 315. Many Improvements since last Boxing Day.: [8, 716, 126, 1051]
- column-1: [4, 180, 131, 1978]
- advertisement: [823, 202, 942, 774]
- advertisement: [279, 202, 410, 337]
- advertisement: [279, 1138, 410, 1217]
- ad-body: OLD ESTABLISHED BUTCHERY BUSINESS. OWNER RETIRING MAIN STREET, ELTHAM. UP-TO-DATE CONCRETE PREMISES, COMPLETE GOING CONCERN. WALK IN, WALK OUT. PRICE £600. Comprising concrete shop (modern), plate glass windows, asphalt yard throughout, stables, cart sheds, smoke house, etc. Lease of premises has about 3½ years to run at a rental of £3 15s a month. Further term if desired. Also rates and water supply about £26 a year. Large turnover, mostly all cash. Books open to inspection by bona fide buyers. Also lease of 16 acres of land at low rental with slaughter house thereon. Plant consists of two carts, two sets harness, two cart horses, one hack, cash register (cost £70), computing scales, Buffalo machine, gas engine and everything required to run a first-class butchery business. This is an opportunity which does not often arise. If you are on the look-out for a first-class payable business this is the one to visit you. Price for everything stated above £600. Further particulars on application. W. H. & A. McGARRY, LAND AND FINANCIAL AGENTS, ELTHAM. P.O. BOX 20.: [828, 271, 937, 768]
- dateline: [0, 150, 1114, 172]
- column-heading: MISCELLANEOUS.: [551, 180, 675, 198]
- ad-body: Last night of Beautiful DOROTHY PHILLIPS in "PAY ME" DOROTHY PHILLIPS in "PAY ME" DOROTHY PHILLIPS in "PAY ME" A stirring drama of the Western Lumber Camps and Shack Towns. Also gazette, comedy and interest films. TO-MORROW AND MONDAY, The big World production with an all-star cast. "LITTLE WOMEN" Louisa M. Alcott's famous story. Also the big special film HAWKER'S TRANSATLANTIC FLIGHT HAWKER'S TRANSATLANTIC FLIGHT Matinee to-morrow at 2 p.m.—and at usual prices, too.: [137, 224, 268, 473]
